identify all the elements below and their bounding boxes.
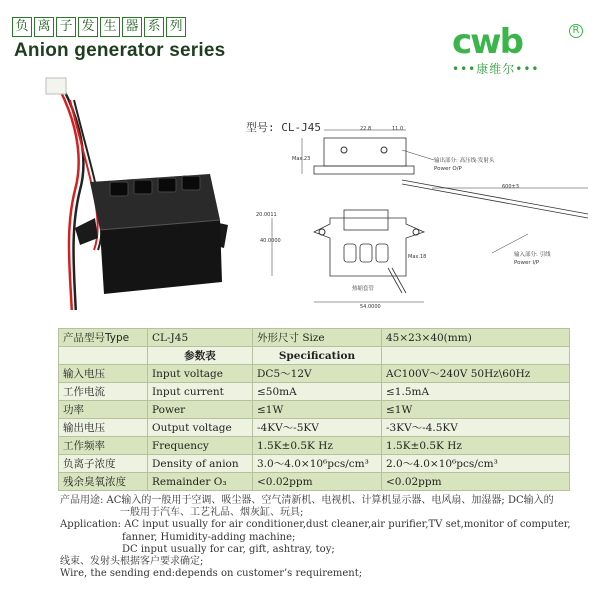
spec-table (58, 328, 570, 491)
dc-value: DC5～12V (253, 365, 382, 383)
size-value: 45×23×40(mm) (382, 329, 570, 347)
drawing-svg (252, 118, 592, 313)
ac-value: ≤1W (382, 401, 570, 419)
table-row (59, 401, 570, 419)
param-cn: 输出电压 (59, 419, 148, 437)
out-annotation-cn: 输出部分: 高压线·发射头 (434, 158, 495, 164)
dc-value: 1.5K±0.5K Hz (253, 437, 382, 455)
dc-value: ≤50mA (253, 383, 382, 401)
glue-annotation: 热缩套管 (352, 286, 375, 292)
table-row (59, 365, 570, 383)
param-en: Input voltage (148, 365, 253, 383)
table-row (59, 329, 570, 347)
table-row (59, 437, 570, 455)
cn-title-char: 生 (100, 17, 120, 37)
dim-22: 22.8 (360, 126, 372, 132)
usage-notes (60, 495, 595, 580)
ac-value: -3KV～-4.5KV (382, 419, 570, 437)
size-label: 外形尺寸 Size (253, 329, 382, 347)
ac-value: 1.5K±0.5K Hz (382, 437, 570, 455)
ac-value: <0.02ppm (382, 473, 570, 491)
dim-18: Max.18 (408, 254, 427, 260)
param-en: Input current (148, 383, 253, 401)
model-label: 型号: CL-J45 (246, 121, 321, 134)
out-annotation-en: Power O/P (434, 166, 462, 172)
table-row (59, 347, 570, 365)
param-en: Output voltage (148, 419, 253, 437)
cn-title (12, 17, 188, 37)
dim-20: 20.0011 (256, 212, 277, 218)
type-label: 产品型号Type (59, 329, 148, 347)
ac-value: ≤1.5mA (382, 383, 570, 401)
cn-title-char: 负 (12, 17, 32, 37)
cn-title-char: 发 (78, 17, 98, 37)
cn-title-char: 子 (56, 17, 76, 37)
application-line2: fanner, Humidity-adding machine; (122, 531, 296, 543)
param-cn: 工作频率 (59, 437, 148, 455)
wire-note-en: Wire, the sending end:depends on customer’s requirement; (60, 568, 363, 580)
param-cn: 残余臭氧浓度 (59, 473, 148, 491)
dim-54: 54.0000 (360, 304, 381, 310)
cn-title-char: 离 (34, 17, 54, 37)
wire-note-cn: 线束、发射头根据客户要求确定; (60, 556, 204, 568)
dim-40: 40.0000 (260, 238, 281, 244)
usage-cn-line2: 一般用于汽车、工艺礼品、烟灰缸、玩具; (120, 507, 304, 519)
product-photo (10, 70, 240, 310)
en-title: Anion generator series (14, 40, 226, 61)
param-en: Remainder O₃ (148, 473, 253, 491)
param-en: Density of anion (148, 455, 253, 473)
cn-title-char: 列 (166, 17, 186, 37)
application-line3: DC input usually for car, gift, ashtray, toy; (122, 543, 335, 555)
ac-value: 2.0～4.0×10⁶pcs/cm³ (382, 455, 570, 473)
usage-cn-line1: 产品用途: AC输入的一般用于空调、吸尘器、空气清新机、电视机、计算机显示器、电风扇、加湿器; DC输入的 (60, 495, 554, 506)
dim-11: 11.0 (392, 126, 404, 132)
cn-title-char: 系 (144, 17, 164, 37)
table-row (59, 419, 570, 437)
dc-value: ≤1W (253, 401, 382, 419)
spec-header-cn: 参数表 (148, 347, 253, 365)
param-cn: 功率 (59, 401, 148, 419)
table-row (59, 455, 570, 473)
in-annotation-cn: 输入部分: 引线 (514, 252, 551, 258)
dim-600: 600±3 (502, 184, 519, 190)
table-cell (382, 347, 570, 365)
product-photo-svg (10, 70, 240, 310)
registered-mark: R (569, 24, 583, 38)
param-en: Frequency (148, 437, 253, 455)
application-line1: Application: AC input usually for air conditioner,dust cleaner,air purifier,TV set,monitor of computer, (60, 519, 571, 531)
param-en: Power (148, 401, 253, 419)
table-cell (59, 347, 148, 365)
param-cn: 负离子浓度 (59, 455, 148, 473)
spec-header-en: Specification (253, 347, 382, 365)
dc-value: <0.02ppm (253, 473, 382, 491)
ac-value: AC100V～240V 50Hz\60Hz (382, 365, 570, 383)
brand-logo-text: cwb (452, 22, 522, 62)
param-cn: 输入电压 (59, 365, 148, 383)
brand-cn-name: •••康维尔••• (452, 62, 540, 76)
table-row (59, 383, 570, 401)
type-value: CL-J45 (148, 329, 253, 347)
brand-logo (452, 24, 592, 84)
param-cn: 工作电流 (59, 383, 148, 401)
technical-drawing (252, 118, 592, 313)
dc-value: 3.0～4.0×10⁶pcs/cm³ (253, 455, 382, 473)
in-annotation-en: Power I/P (514, 260, 540, 266)
dim-23: Max.23 (292, 156, 311, 162)
cn-title-char: 器 (122, 17, 142, 37)
table-row (59, 473, 570, 491)
dc-value: -4KV～-5KV (253, 419, 382, 437)
